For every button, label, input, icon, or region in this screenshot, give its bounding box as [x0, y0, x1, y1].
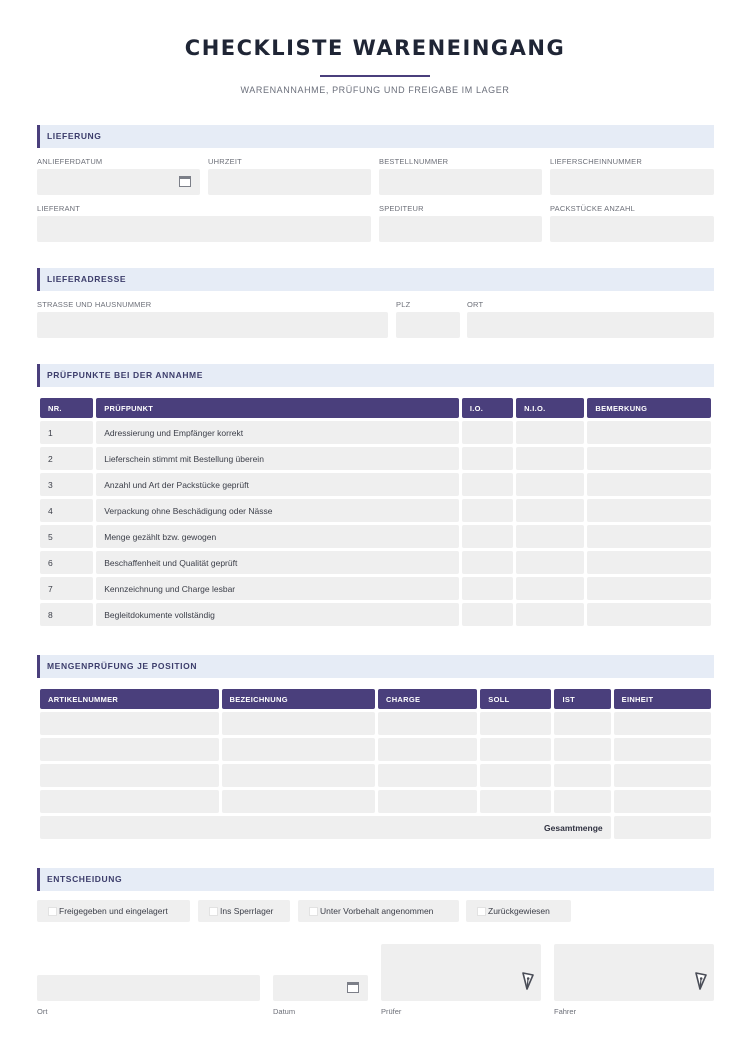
einheit-cell[interactable] — [614, 712, 711, 735]
bestellnummer-field[interactable] — [379, 169, 542, 195]
table-row — [40, 790, 711, 813]
nio-cell[interactable] — [516, 577, 584, 600]
pen-icon — [694, 972, 708, 990]
soll-cell[interactable] — [480, 712, 551, 735]
row-number: 8 — [40, 603, 93, 626]
nio-cell[interactable] — [516, 447, 584, 470]
option-label: Freigegeben und eingelagert — [59, 906, 168, 916]
ort-field[interactable] — [467, 312, 714, 338]
row-pruefpunkt: Verpackung ohne Beschädigung oder Nässe — [96, 499, 459, 522]
nio-cell[interactable] — [516, 525, 584, 548]
anlieferdatum-field[interactable] — [37, 169, 200, 195]
io-cell[interactable] — [462, 577, 513, 600]
lieferant-label: LIEFERANT — [37, 204, 81, 213]
spediteur-field[interactable] — [379, 216, 542, 242]
table-header-row — [40, 689, 711, 709]
row-number: 5 — [40, 525, 93, 548]
column-header: NR. — [40, 398, 93, 418]
table-row — [40, 764, 711, 787]
io-cell[interactable] — [462, 525, 513, 548]
option-label: Zurückgewiesen — [488, 906, 550, 916]
io-cell[interactable] — [462, 499, 513, 522]
row-number: 1 — [40, 421, 93, 444]
lieferscheinnummer-field[interactable] — [550, 169, 714, 195]
plz-label: PLZ — [396, 300, 411, 309]
table-row — [40, 577, 711, 600]
strasse-field[interactable] — [37, 312, 388, 338]
uhrzeit-field[interactable] — [208, 169, 371, 195]
datum-signature-field[interactable] — [273, 975, 368, 1001]
checkbox[interactable] — [209, 907, 218, 916]
bemerkung-cell[interactable] — [587, 577, 711, 600]
plz-field[interactable] — [396, 312, 460, 338]
column-header: EINHEIT — [614, 689, 711, 709]
section-entscheidung — [37, 868, 714, 891]
row-pruefpunkt: Anzahl und Art der Packstücke geprüft — [96, 473, 459, 496]
lieferant-field[interactable] — [37, 216, 371, 242]
pruefer-signature-label: Prüfer — [381, 1007, 402, 1016]
option-vorbehalt[interactable] — [298, 900, 459, 922]
io-cell[interactable] — [462, 603, 513, 626]
lieferscheinnummer-label: LIEFERSCHEINNUMMER — [550, 157, 642, 166]
section-heading: LIEFERUNG — [47, 131, 102, 141]
io-cell[interactable] — [462, 473, 513, 496]
column-header: BEZEICHNUNG — [222, 689, 375, 709]
row-number: 6 — [40, 551, 93, 574]
bestellnummer-label: BESTELLNUMMER — [379, 157, 449, 166]
pen-icon — [521, 972, 535, 990]
einheit-cell[interactable] — [614, 790, 711, 813]
bezeichnung-cell[interactable] — [222, 738, 375, 761]
ist-cell[interactable] — [554, 764, 610, 787]
io-cell[interactable] — [462, 551, 513, 574]
option-label: Unter Vorbehalt angenommen — [320, 906, 434, 916]
bemerkung-cell[interactable] — [587, 603, 711, 626]
column-header: ARTIKELNUMMER — [40, 689, 219, 709]
row-pruefpunkt: Lieferschein stimmt mit Bestellung überein — [96, 447, 459, 470]
table-row — [40, 551, 711, 574]
option-label: Ins Sperrlager — [220, 906, 274, 916]
page-title: CHECKLISTE WARENEINGANG — [184, 36, 566, 60]
option-zurueckgewiesen[interactable] — [466, 900, 571, 922]
bezeichnung-cell[interactable] — [222, 790, 375, 813]
nio-cell[interactable] — [516, 473, 584, 496]
strasse-label: STRASSE UND HAUSNUMMER — [37, 300, 152, 309]
bemerkung-cell[interactable] — [587, 525, 711, 548]
pruefer-signature-field[interactable] — [381, 944, 541, 1001]
bemerkung-cell[interactable] — [587, 473, 711, 496]
section-mengenpruefung — [37, 655, 714, 678]
bemerkung-cell[interactable] — [587, 499, 711, 522]
table-row — [40, 738, 711, 761]
nio-cell[interactable] — [516, 421, 584, 444]
row-number: 2 — [40, 447, 93, 470]
soll-cell[interactable] — [480, 738, 551, 761]
ist-cell[interactable] — [554, 738, 610, 761]
gesamtmenge-label: Gesamtmenge — [40, 816, 611, 839]
packstuecke-label: PACKSTÜCKE ANZAHL — [550, 204, 635, 213]
artikelnummer-cell[interactable] — [40, 764, 219, 787]
bemerkung-cell[interactable] — [587, 421, 711, 444]
charge-cell[interactable] — [378, 712, 477, 735]
nio-cell[interactable] — [516, 603, 584, 626]
pruefpunkte-table — [37, 395, 714, 629]
title-underline — [320, 75, 430, 77]
column-header: IST — [554, 689, 610, 709]
row-number: 3 — [40, 473, 93, 496]
ort-signature-field[interactable] — [37, 975, 260, 1001]
section-lieferadresse — [37, 268, 714, 291]
bemerkung-cell[interactable] — [587, 447, 711, 470]
artikelnummer-cell[interactable] — [40, 790, 219, 813]
calendar-icon[interactable] — [347, 982, 359, 993]
packstuecke-field[interactable] — [550, 216, 714, 242]
gesamtmenge-field[interactable] — [614, 816, 711, 839]
column-header: I.O. — [462, 398, 513, 418]
bemerkung-cell[interactable] — [587, 551, 711, 574]
row-pruefpunkt: Adressierung und Empfänger korrekt — [96, 421, 459, 444]
io-cell[interactable] — [462, 447, 513, 470]
einheit-cell[interactable] — [614, 764, 711, 787]
soll-cell[interactable] — [480, 790, 551, 813]
charge-cell[interactable] — [378, 738, 477, 761]
uhrzeit-label: UHRZEIT — [208, 157, 242, 166]
row-pruefpunkt: Beschaffenheit und Qualität geprüft — [96, 551, 459, 574]
section-heading: PRÜFPUNKTE BEI DER ANNAHME — [47, 370, 204, 380]
charge-cell[interactable] — [378, 764, 477, 787]
section-heading: LIEFERADRESSE — [47, 274, 127, 284]
checkbox[interactable] — [477, 907, 486, 916]
column-header: N.I.O. — [516, 398, 584, 418]
option-freigegeben[interactable] — [37, 900, 190, 922]
column-header: PRÜFPUNKT — [96, 398, 459, 418]
section-lieferung — [37, 125, 714, 148]
charge-cell[interactable] — [378, 790, 477, 813]
einheit-cell[interactable] — [614, 738, 711, 761]
checkbox[interactable] — [48, 907, 57, 916]
checkbox[interactable] — [309, 907, 318, 916]
column-header: BEMERKUNG — [587, 398, 711, 418]
option-sperrlager[interactable] — [198, 900, 290, 922]
fahrer-signature-label: Fahrer — [554, 1007, 577, 1016]
row-pruefpunkt: Begleitdokumente vollständig — [96, 603, 459, 626]
ist-cell[interactable] — [554, 790, 610, 813]
artikelnummer-cell[interactable] — [40, 712, 219, 735]
datum-signature-label: Datum — [273, 1007, 296, 1016]
total-row — [40, 816, 711, 839]
section-heading: ENTSCHEIDUNG — [47, 874, 123, 884]
bezeichnung-cell[interactable] — [222, 764, 375, 787]
ort-label: ORT — [467, 300, 484, 309]
table-row — [40, 473, 711, 496]
calendar-icon[interactable] — [179, 176, 191, 187]
fahrer-signature-field[interactable] — [554, 944, 714, 1001]
table-row — [40, 447, 711, 470]
table-row — [40, 603, 711, 626]
table-header-row — [40, 398, 711, 418]
section-heading: MENGENPRÜFUNG JE POSITION — [47, 661, 198, 671]
nio-cell[interactable] — [516, 499, 584, 522]
mengenpruefung-table — [37, 686, 714, 842]
column-header: CHARGE — [378, 689, 477, 709]
table-row — [40, 499, 711, 522]
spediteur-label: SPEDITEUR — [379, 204, 424, 213]
row-pruefpunkt: Kennzeichnung und Charge lesbar — [96, 577, 459, 600]
anlieferdatum-label: ANLIEFERDATUM — [37, 157, 103, 166]
section-pruefpunkte — [37, 364, 714, 387]
row-number: 7 — [40, 577, 93, 600]
table-row — [40, 712, 711, 735]
page-subtitle: WARENANNAHME, PRÜFUNG UND FREIGABE IM LAGER — [240, 85, 510, 95]
bezeichnung-cell[interactable] — [222, 712, 375, 735]
table-row — [40, 421, 711, 444]
nio-cell[interactable] — [516, 551, 584, 574]
column-header: SOLL — [480, 689, 551, 709]
ist-cell[interactable] — [554, 712, 610, 735]
io-cell[interactable] — [462, 421, 513, 444]
ort-signature-label: Ort — [37, 1007, 48, 1016]
soll-cell[interactable] — [480, 764, 551, 787]
table-row — [40, 525, 711, 548]
artikelnummer-cell[interactable] — [40, 738, 219, 761]
row-pruefpunkt: Menge gezählt bzw. gewogen — [96, 525, 459, 548]
row-number: 4 — [40, 499, 93, 522]
